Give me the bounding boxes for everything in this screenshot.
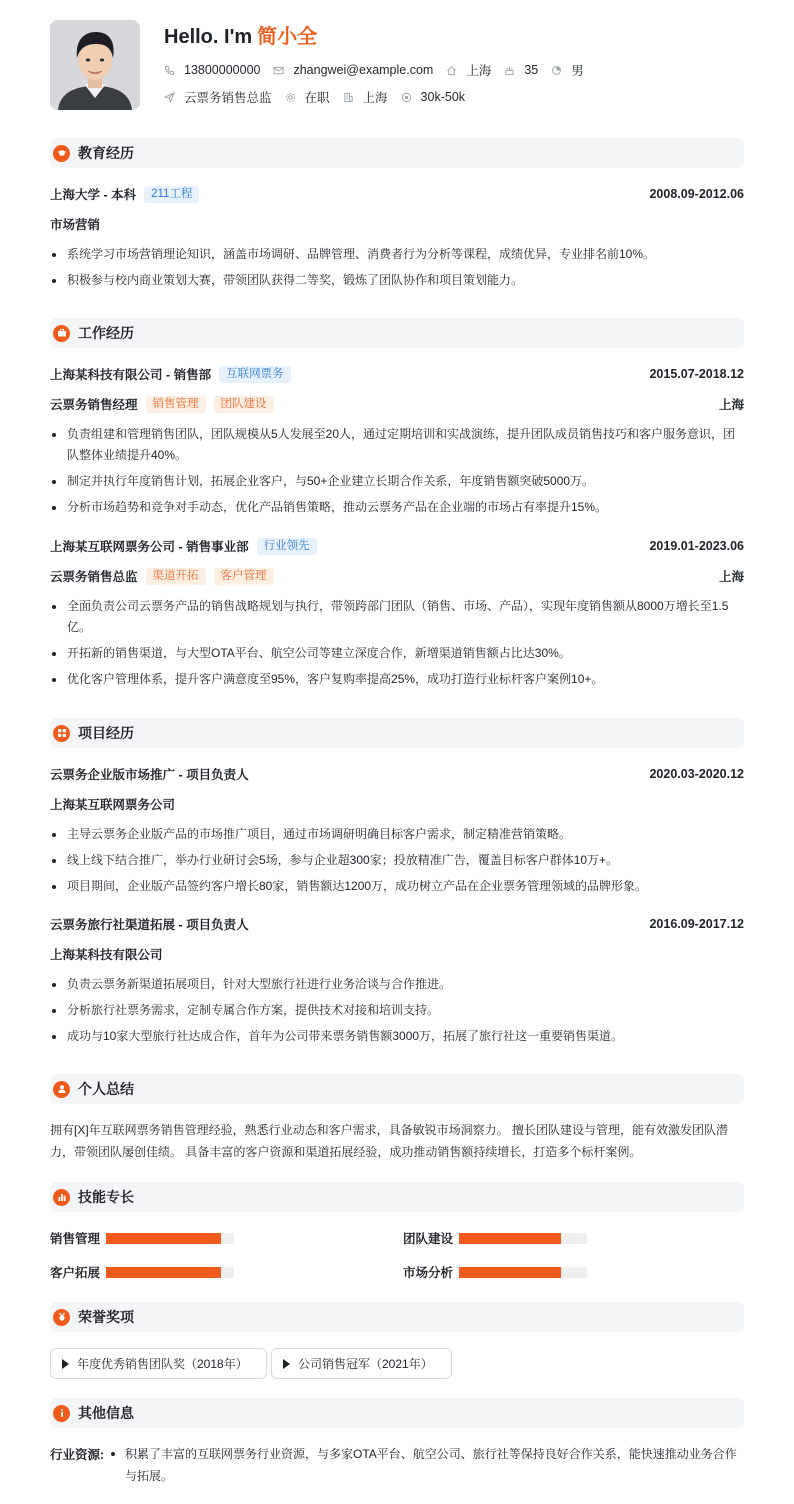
role-tag: 团队建设 <box>214 396 274 413</box>
medal-icon <box>53 1309 70 1326</box>
triangle-right-icon <box>62 1359 69 1369</box>
work-1-bullets <box>50 596 744 695</box>
cake-icon <box>504 65 515 76</box>
job-intent-row <box>164 89 478 105</box>
city-info <box>446 61 491 79</box>
company-tag: 行业领先 <box>257 538 317 555</box>
greeting-title <box>164 20 317 49</box>
list-item: 负责组建和管理销售团队，团队规模从5人发展至20人，通过定期培训和实战演练，提升团队成员销售技巧和客户服务意识，团队整体业绩提升40%。 <box>50 424 744 466</box>
job-info <box>164 88 272 106</box>
salary-info <box>401 90 465 104</box>
list-item: 分析旅行社票务需求，定制专属合作方案，提供技术对接和培训支持。 <box>50 1000 744 1021</box>
skill-item <box>403 1231 587 1245</box>
award-item <box>271 1348 452 1379</box>
graduation-cap-icon <box>53 145 70 162</box>
skill-bar <box>106 1267 234 1278</box>
skill-bar-fill <box>106 1267 221 1278</box>
project-0-bullets <box>50 824 744 902</box>
skill-name: 客户拓展 <box>50 1266 101 1280</box>
role-name: 云票务销售总监 <box>50 570 138 584</box>
email-text: zhangwei@example.com <box>293 63 434 77</box>
home-icon <box>446 65 457 76</box>
award-text: 公司销售冠军（2021年） <box>298 1357 433 1371</box>
status-info <box>285 88 330 106</box>
grid-icon <box>53 725 70 742</box>
user-icon <box>53 1081 70 1098</box>
project-org: 上海某互联网票务公司 <box>50 798 176 812</box>
award-text: 年度优秀销售团队奖（2018年） <box>77 1357 248 1371</box>
skill-name: 团队建设 <box>403 1232 454 1246</box>
school-name: 上海大学 - 本科 <box>50 188 137 202</box>
role-tag: 销售管理 <box>146 396 206 413</box>
section-education <box>50 138 744 168</box>
company-name: 上海某互联网票务公司 - 销售事业部 <box>50 540 249 554</box>
education-bullets <box>50 244 744 296</box>
skill-bar <box>459 1267 587 1278</box>
skill-bar-fill <box>106 1233 221 1244</box>
project-1-header <box>50 915 744 933</box>
section-title: 技能专长 <box>78 1189 134 1205</box>
mail-icon <box>273 65 284 76</box>
city-text: 上海 <box>466 64 492 78</box>
skill-item <box>50 1231 234 1245</box>
phone-text: 13800000000 <box>184 63 261 77</box>
section-skills <box>50 1182 744 1212</box>
building-icon <box>343 92 354 103</box>
list-item: 项目期间，企业版产品签约客户增长80家，销售额达1200万，成功树立产品在企业票务管理领域的品牌形象。 <box>50 876 744 897</box>
skill-bar-fill <box>459 1233 561 1244</box>
project-title: 云票务旅行社渠道拓展 - 项目负责人 <box>50 918 249 932</box>
project-0-org-row <box>50 795 744 813</box>
avatar <box>50 20 140 110</box>
list-item: 主导云票务企业版产品的市场推广项目，通过市场调研明确目标客户需求，制定精准营销策略。 <box>50 824 744 845</box>
triangle-right-icon <box>283 1359 290 1369</box>
skill-item <box>403 1265 587 1279</box>
education-major-row <box>50 215 744 233</box>
gender-text: 男 <box>571 64 584 78</box>
project-org: 上海某科技有限公司 <box>50 948 163 962</box>
work-1-header <box>50 537 744 555</box>
section-summary <box>50 1074 744 1104</box>
gender-icon <box>551 65 562 76</box>
other-label: 行业资源: <box>50 1448 105 1462</box>
work-0-role-row <box>50 395 744 413</box>
list-item: 线上线下结合推广，举办行业研讨会5场，参与企业超300家；投放精准广告，覆盖目标客户群体10万+。 <box>50 850 744 871</box>
list-item: 成功与10家大型旅行社达成合作，首年为公司带来票务销售额3000万，拓展了旅行社这一重要销售渠道。 <box>50 1026 744 1047</box>
work-date: 2015.07-2018.12 <box>649 367 744 381</box>
gender-info <box>551 61 584 79</box>
company-tag: 互联网票务 <box>219 366 291 383</box>
age-info <box>504 63 538 77</box>
work-1-role-row <box>50 567 744 585</box>
role-name: 云票务销售经理 <box>50 398 138 412</box>
work-0-header <box>50 365 744 383</box>
role-tag: 渠道开拓 <box>146 568 206 585</box>
phone-info <box>164 63 260 77</box>
list-item: 优化客户管理体系，提升客户满意度至95%，客户复购率提高25%，成功打造行业标杆客户案例10+。 <box>50 669 744 690</box>
major-name: 市场营销 <box>50 218 101 232</box>
project-title: 云票务企业版市场推广 - 项目负责人 <box>50 768 249 782</box>
skill-bar <box>459 1233 587 1244</box>
section-title: 教育经历 <box>78 145 134 161</box>
section-title: 项目经历 <box>78 725 134 741</box>
company-name: 上海某科技有限公司 - 销售部 <box>50 368 212 382</box>
skill-name: 市场分析 <box>403 1266 454 1280</box>
section-title: 个人总结 <box>78 1081 134 1097</box>
work-location: 上海 <box>718 570 744 584</box>
section-other <box>50 1398 744 1428</box>
phone-icon <box>164 65 175 76</box>
list-item: 积极参与校内商业策划大赛，带领团队获得二等奖，锻炼了团队协作和项目策划能力。 <box>50 270 744 291</box>
greeting-text: Hello. I'm <box>164 26 253 48</box>
project-0-header <box>50 765 744 783</box>
role-tag: 客户管理 <box>214 568 274 585</box>
job-text: 云票务销售总监 <box>184 91 272 105</box>
target-city-info <box>343 88 388 106</box>
list-item: 制定并执行年度销售计划，拓展企业客户，与50+企业建立长期合作关系，年度销售额突破5000万。 <box>50 471 744 492</box>
coin-icon <box>401 92 412 103</box>
skill-bar <box>106 1233 234 1244</box>
email-info <box>273 63 433 77</box>
section-title: 荣誉奖项 <box>78 1309 134 1325</box>
work-0-bullets <box>50 424 744 523</box>
project-date: 2016.09-2017.12 <box>649 917 744 931</box>
info-icon <box>53 1405 70 1422</box>
section-projects <box>50 718 744 748</box>
avatar-portrait-image <box>50 20 140 110</box>
section-awards <box>50 1302 744 1332</box>
target-city-text: 上海 <box>362 91 388 105</box>
project-1-org-row <box>50 945 744 963</box>
list-item: 分析市场趋势和竞争对手动态，优化产品销售策略，推动云票务产品在企业端的市场占有率提升15%。 <box>50 497 744 518</box>
skill-item <box>50 1265 234 1279</box>
education-header <box>50 185 744 203</box>
section-title: 其他信息 <box>78 1405 134 1421</box>
other-text: 积累了丰富的互联网票务行业资源，与多家OTA平台、航空公司、旅行社等保持良好合作关系，能快速推动业务合作与拓展。 <box>108 1443 748 1487</box>
work-location: 上海 <box>718 398 744 412</box>
age-text: 35 <box>524 63 539 77</box>
send-icon <box>164 92 175 103</box>
list-item: 开拓新的销售渠道，与大型OTA平台、航空公司等建立深度合作，新增渠道销售额占比达30%。 <box>50 643 744 664</box>
skill-name: 销售管理 <box>50 1232 101 1246</box>
award-item <box>50 1348 267 1379</box>
list-item: 系统学习市场营销理论知识，涵盖市场调研、品牌管理、消费者行为分析等课程，成绩优异，专业排名前10%。 <box>50 244 744 265</box>
candidate-name: 简小全 <box>257 26 318 48</box>
summary-text: 拥有[X]年互联网票务销售管理经验，熟悉行业动态和客户需求，具备敏锐市场洞察力。 擅长团队建设与管理，能有效激发团队潜力，带领团队屡创佳绩。 具备丰富的客户资源和渠道拓展经验，成功推动销售额持续增长，打造多个标杆案例。 <box>50 1123 729 1159</box>
list-item: 全面负责公司云票务产品的销售战略规划与执行，带领跨部门团队（销售、市场、产品），实现年度销售额从8000万增长至1.5亿。 <box>50 596 744 638</box>
briefcase-icon <box>53 325 70 342</box>
project-date: 2020.03-2020.12 <box>649 767 744 781</box>
skill-bar-fill <box>459 1267 561 1278</box>
list-item: 负责云票务新渠道拓展项目，针对大型旅行社进行业务洽谈与合作推进。 <box>50 974 744 995</box>
education-date: 2008.09-2012.06 <box>649 187 744 201</box>
bar-chart-icon <box>53 1189 70 1206</box>
section-work <box>50 318 744 348</box>
work-date: 2019.01-2023.06 <box>649 539 744 553</box>
salary-text: 30k-50k <box>420 90 466 104</box>
contact-info-row <box>164 62 597 78</box>
gear-icon <box>285 92 296 103</box>
status-text: 在职 <box>304 91 330 105</box>
project-1-bullets <box>50 974 744 1052</box>
section-title: 工作经历 <box>78 325 134 341</box>
school-tag: 211工程 <box>144 186 199 203</box>
